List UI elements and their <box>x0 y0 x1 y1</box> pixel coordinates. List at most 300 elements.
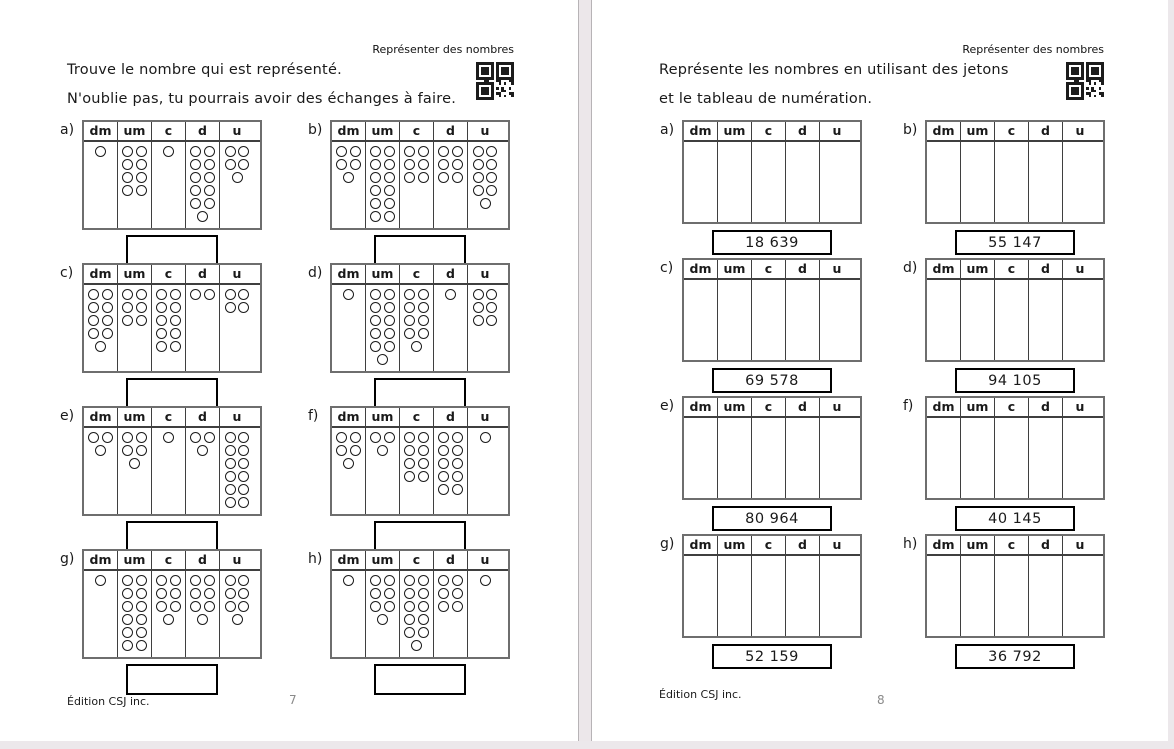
column-cell-u <box>468 142 502 228</box>
jeton-circle <box>122 614 133 625</box>
column-header-dm: dm <box>84 551 118 569</box>
jeton-circle <box>377 614 388 625</box>
jeton-circle <box>170 588 181 599</box>
instruction-line-1: Trouve le nombre qui est représenté. <box>67 62 342 78</box>
jeton-circle <box>136 146 147 157</box>
column-header-um: um <box>961 536 995 554</box>
jeton-circle <box>156 341 167 352</box>
jeton-circle <box>418 627 429 638</box>
jeton-circle <box>486 289 497 300</box>
column-cell-um <box>366 142 400 228</box>
jeton-circle <box>350 445 361 456</box>
jeton-circle <box>418 302 429 313</box>
target-number-box: 94 105 <box>955 368 1075 393</box>
exercise-label: f) <box>903 398 914 414</box>
table-body <box>927 142 1103 222</box>
exercise-d <box>308 263 556 406</box>
table-header-row <box>684 536 860 556</box>
edition-label: Édition CSJ inc. <box>659 688 742 701</box>
jeton-circle <box>438 146 449 157</box>
jeton-circle <box>238 575 249 586</box>
table-body <box>84 428 260 514</box>
jeton-circle <box>170 315 181 326</box>
table-header-row <box>927 398 1103 418</box>
jeton-circle <box>122 185 133 196</box>
jeton-circle <box>122 315 133 326</box>
jeton-circle <box>225 588 236 599</box>
jeton-circle <box>452 484 463 495</box>
exercise-label: h) <box>903 536 918 552</box>
jeton-circle <box>136 315 147 326</box>
jeton-circle <box>136 575 147 586</box>
jeton-circle <box>384 588 395 599</box>
column-header-c: c <box>995 536 1029 554</box>
jeton-circle <box>384 172 395 183</box>
jeton-circle <box>370 341 381 352</box>
jeton-circle <box>122 640 133 651</box>
place-value-table <box>925 120 1105 224</box>
target-number-box: 69 578 <box>712 368 832 393</box>
exercise-body <box>925 396 1105 531</box>
jeton-circle <box>370 432 381 443</box>
jeton-circle <box>238 289 249 300</box>
table-header-row <box>927 536 1103 556</box>
exercise-body <box>925 120 1105 255</box>
column-header-c: c <box>752 260 786 278</box>
jeton-circle <box>445 289 456 300</box>
jeton-circle <box>238 432 249 443</box>
table-header-row <box>84 122 260 142</box>
jeton-circle <box>452 458 463 469</box>
page-footer <box>659 688 1128 707</box>
column-cell-um <box>718 280 752 360</box>
column-header-u: u <box>232 123 242 138</box>
jeton-circle <box>370 302 381 313</box>
exercise-f <box>903 396 1146 534</box>
column-header-dm: dm <box>927 536 961 554</box>
jeton-circle <box>204 575 215 586</box>
column-header-u: u <box>232 552 242 567</box>
column-cell-d <box>1029 142 1063 222</box>
column-header-c: c <box>400 265 434 283</box>
jeton-circle <box>418 172 429 183</box>
jeton-circle <box>238 302 249 313</box>
jeton-circle <box>404 302 415 313</box>
column-header-c: c <box>752 398 786 416</box>
jeton-circle <box>377 445 388 456</box>
column-header-d: d <box>786 398 820 416</box>
jeton-circle <box>418 328 429 339</box>
column-header-c: c <box>400 122 434 140</box>
column-header-um: um <box>718 260 752 278</box>
jeton-circle <box>225 484 236 495</box>
column-cell-u <box>468 285 502 371</box>
jeton-circle <box>404 328 415 339</box>
target-number-box: 55 147 <box>955 230 1075 255</box>
jeton-circle <box>404 601 415 612</box>
jeton-circle <box>122 445 133 456</box>
table-body <box>684 280 860 360</box>
exercise-body <box>330 120 510 266</box>
target-number-box: 80 964 <box>712 506 832 531</box>
place-value-table <box>925 396 1105 500</box>
exercise-c <box>660 258 903 396</box>
column-cell-um <box>961 556 995 636</box>
column-header-d: d <box>434 551 468 569</box>
column-header-u: u <box>832 261 842 276</box>
table-body <box>84 142 260 228</box>
place-value-table <box>82 406 262 516</box>
column-cell-u <box>220 142 254 228</box>
jeton-circle <box>473 159 484 170</box>
exercise-e <box>660 396 903 534</box>
jeton-circle <box>88 432 99 443</box>
table-body <box>927 556 1103 636</box>
column-cell-dm <box>84 142 118 228</box>
place-value-table <box>330 120 510 230</box>
jeton-circle <box>370 588 381 599</box>
jeton-circle <box>438 159 449 170</box>
exercise-grid-right <box>660 120 1146 672</box>
column-cell-d <box>186 285 220 371</box>
column-cell-c <box>152 142 186 228</box>
exercise-body <box>682 258 862 393</box>
jeton-circle <box>102 302 113 313</box>
column-cell-dm <box>332 142 366 228</box>
exercise-b <box>308 120 556 263</box>
table-body <box>684 556 860 636</box>
column-cell-dm <box>684 280 718 360</box>
jeton-circle <box>190 588 201 599</box>
answer-box[interactable] <box>126 235 218 266</box>
column-cell-d <box>1029 418 1063 498</box>
jeton-circle <box>190 172 201 183</box>
jeton-circle <box>411 341 422 352</box>
column-cell-um <box>366 571 400 657</box>
exercise-label: f) <box>308 408 319 424</box>
jeton-circle <box>480 198 491 209</box>
jeton-circle <box>136 432 147 443</box>
jeton-circle <box>377 354 388 365</box>
column-cell-dm <box>927 142 961 222</box>
jeton-circle <box>438 601 449 612</box>
target-number-box: 40 145 <box>955 506 1075 531</box>
exercise-body <box>330 263 510 409</box>
jeton-circle <box>238 497 249 508</box>
answer-box[interactable] <box>374 235 466 266</box>
answer-box[interactable] <box>126 664 218 695</box>
jeton-circle <box>336 146 347 157</box>
jeton-circle <box>136 289 147 300</box>
jeton-circle <box>225 159 236 170</box>
column-header-um: um <box>366 265 400 283</box>
jeton-circle <box>170 289 181 300</box>
column-cell-dm <box>332 428 366 514</box>
column-header-u: u <box>1075 399 1085 414</box>
column-cell-dm <box>927 280 961 360</box>
jeton-circle <box>190 185 201 196</box>
jeton-circle <box>384 328 395 339</box>
place-value-table <box>82 263 262 373</box>
table-body <box>332 285 508 371</box>
exercise-label: d) <box>903 260 918 276</box>
jeton-circle <box>486 185 497 196</box>
jeton-circle <box>404 627 415 638</box>
jeton-circle <box>384 302 395 313</box>
jeton-circle <box>170 575 181 586</box>
running-head: Représenter des nombres <box>372 43 514 56</box>
jeton-circle <box>404 172 415 183</box>
column-header-dm: dm <box>927 260 961 278</box>
place-value-table <box>682 534 862 638</box>
answer-box[interactable] <box>374 521 466 552</box>
place-value-table <box>330 549 510 659</box>
jeton-circle <box>418 315 429 326</box>
column-header-c: c <box>995 122 1029 140</box>
column-header-dm: dm <box>927 122 961 140</box>
table-header-row <box>84 408 260 428</box>
column-header-dm: dm <box>684 398 718 416</box>
column-header-d: d <box>434 265 468 283</box>
jeton-circle <box>197 211 208 222</box>
place-value-table <box>330 263 510 373</box>
jeton-circle <box>404 315 415 326</box>
jeton-circle <box>486 146 497 157</box>
jeton-circle <box>190 146 201 157</box>
jeton-circle <box>452 575 463 586</box>
column-cell-c <box>995 280 1029 360</box>
column-cell-dm <box>84 571 118 657</box>
column-header-c: c <box>152 408 186 426</box>
jeton-circle <box>438 172 449 183</box>
column-cell-um <box>718 142 752 222</box>
jeton-circle <box>404 432 415 443</box>
place-value-table <box>925 534 1105 638</box>
jeton-circle <box>480 575 491 586</box>
column-cell-c <box>400 142 434 228</box>
column-cell-d <box>786 556 820 636</box>
jeton-circle <box>156 328 167 339</box>
jeton-circle <box>88 302 99 313</box>
column-header-u: u <box>832 123 842 138</box>
jeton-circle <box>370 185 381 196</box>
column-header-dm: dm <box>332 551 366 569</box>
jeton-circle <box>232 614 243 625</box>
exercise-body <box>682 396 862 531</box>
column-cell-dm <box>684 142 718 222</box>
jeton-circle <box>238 471 249 482</box>
column-header-c: c <box>752 536 786 554</box>
jeton-circle <box>190 432 201 443</box>
jeton-circle <box>384 211 395 222</box>
table-header-row <box>684 260 860 280</box>
jeton-circle <box>204 601 215 612</box>
column-header-c: c <box>400 408 434 426</box>
exercise-label: c) <box>60 265 74 281</box>
answer-box[interactable] <box>374 664 466 695</box>
jeton-circle <box>350 432 361 443</box>
column-cell-d <box>186 571 220 657</box>
target-number-box: 52 159 <box>712 644 832 669</box>
jeton-circle <box>384 159 395 170</box>
exercise-label: b) <box>903 122 918 138</box>
jeton-circle <box>225 302 236 313</box>
column-cell-c <box>995 418 1029 498</box>
jeton-circle <box>204 198 215 209</box>
jeton-circle <box>238 588 249 599</box>
jeton-circle <box>370 328 381 339</box>
jeton-circle <box>438 575 449 586</box>
place-value-table <box>82 549 262 659</box>
column-cell-um <box>118 571 152 657</box>
place-value-table <box>82 120 262 230</box>
jeton-circle <box>197 445 208 456</box>
column-cell-c <box>400 285 434 371</box>
exercise-label: b) <box>308 122 323 138</box>
qr-code-icon <box>476 62 514 100</box>
jeton-circle <box>136 445 147 456</box>
jeton-circle <box>88 328 99 339</box>
jeton-circle <box>473 185 484 196</box>
jeton-circle <box>370 575 381 586</box>
jeton-circle <box>122 432 133 443</box>
jeton-circle <box>370 315 381 326</box>
jeton-circle <box>190 159 201 170</box>
exercise-g <box>660 534 903 672</box>
instructions-block <box>67 62 518 120</box>
column-header-um: um <box>366 408 400 426</box>
column-cell-u <box>820 556 854 636</box>
instruction-line-2: N'oublie pas, tu pourrais avoir des échanges à faire. <box>67 91 457 107</box>
table-body <box>332 571 508 657</box>
jeton-circle <box>473 302 484 313</box>
page-8 <box>592 0 1168 741</box>
column-cell-c <box>752 280 786 360</box>
column-header-d: d <box>186 408 220 426</box>
jeton-circle <box>418 471 429 482</box>
jeton-circle <box>102 289 113 300</box>
jeton-circle <box>204 289 215 300</box>
jeton-circle <box>418 588 429 599</box>
column-header-um: um <box>961 398 995 416</box>
jeton-circle <box>95 445 106 456</box>
answer-box[interactable] <box>126 521 218 552</box>
jeton-circle <box>156 601 167 612</box>
column-cell-um <box>366 428 400 514</box>
exercise-c <box>60 263 308 406</box>
table-body <box>332 428 508 514</box>
column-header-d: d <box>434 408 468 426</box>
column-header-d: d <box>186 265 220 283</box>
jeton-circle <box>95 341 106 352</box>
exercise-d <box>903 258 1146 396</box>
jeton-circle <box>136 601 147 612</box>
column-cell-u <box>468 571 502 657</box>
column-header-dm: dm <box>84 122 118 140</box>
exercise-body <box>82 263 262 409</box>
column-header-dm: dm <box>684 260 718 278</box>
jeton-circle <box>204 146 215 157</box>
table-header-row <box>332 122 508 142</box>
jeton-circle <box>190 575 201 586</box>
jeton-circle <box>404 159 415 170</box>
jeton-circle <box>136 172 147 183</box>
column-cell-u <box>1063 280 1097 360</box>
jeton-circle <box>452 159 463 170</box>
jeton-circle <box>122 289 133 300</box>
jeton-circle <box>384 341 395 352</box>
column-header-d: d <box>1029 398 1063 416</box>
jeton-circle <box>418 146 429 157</box>
column-header-um: um <box>718 398 752 416</box>
jeton-circle <box>418 159 429 170</box>
jeton-circle <box>404 614 415 625</box>
exercise-g <box>60 549 308 692</box>
exercise-body <box>330 406 510 552</box>
column-header-um: um <box>961 122 995 140</box>
jeton-circle <box>418 432 429 443</box>
column-header-u: u <box>232 266 242 281</box>
answer-box[interactable] <box>126 378 218 409</box>
jeton-circle <box>418 575 429 586</box>
column-cell-c <box>152 428 186 514</box>
column-header-u: u <box>1075 123 1085 138</box>
jeton-circle <box>370 159 381 170</box>
column-header-c: c <box>152 265 186 283</box>
exercise-h <box>903 534 1146 672</box>
page-number: 7 <box>289 693 297 707</box>
jeton-circle <box>122 575 133 586</box>
column-cell-d <box>434 142 468 228</box>
column-header-d: d <box>1029 260 1063 278</box>
column-cell-c <box>152 285 186 371</box>
jeton-circle <box>343 172 354 183</box>
jeton-circle <box>418 601 429 612</box>
jeton-circle <box>136 159 147 170</box>
table-header-row <box>84 551 260 571</box>
column-header-dm: dm <box>684 536 718 554</box>
answer-box[interactable] <box>374 378 466 409</box>
exercise-body <box>925 534 1105 669</box>
column-cell-u <box>220 571 254 657</box>
column-cell-u <box>220 285 254 371</box>
jeton-circle <box>384 289 395 300</box>
exercise-a <box>660 120 903 258</box>
jeton-circle <box>370 198 381 209</box>
jeton-circle <box>452 588 463 599</box>
column-header-dm: dm <box>684 122 718 140</box>
jeton-circle <box>384 146 395 157</box>
column-header-u: u <box>832 537 842 552</box>
jeton-circle <box>190 601 201 612</box>
jeton-circle <box>404 458 415 469</box>
jeton-circle <box>370 289 381 300</box>
jeton-circle <box>452 445 463 456</box>
jeton-circle <box>438 432 449 443</box>
place-value-table <box>330 406 510 516</box>
table-body <box>84 571 260 657</box>
jeton-circle <box>350 159 361 170</box>
table-header-row <box>684 122 860 142</box>
page-divider <box>578 0 592 741</box>
column-header-c: c <box>152 122 186 140</box>
exercise-label: e) <box>660 398 675 414</box>
column-cell-dm <box>927 556 961 636</box>
jeton-circle <box>156 289 167 300</box>
jeton-circle <box>336 432 347 443</box>
column-cell-d <box>786 418 820 498</box>
column-cell-u <box>1063 418 1097 498</box>
